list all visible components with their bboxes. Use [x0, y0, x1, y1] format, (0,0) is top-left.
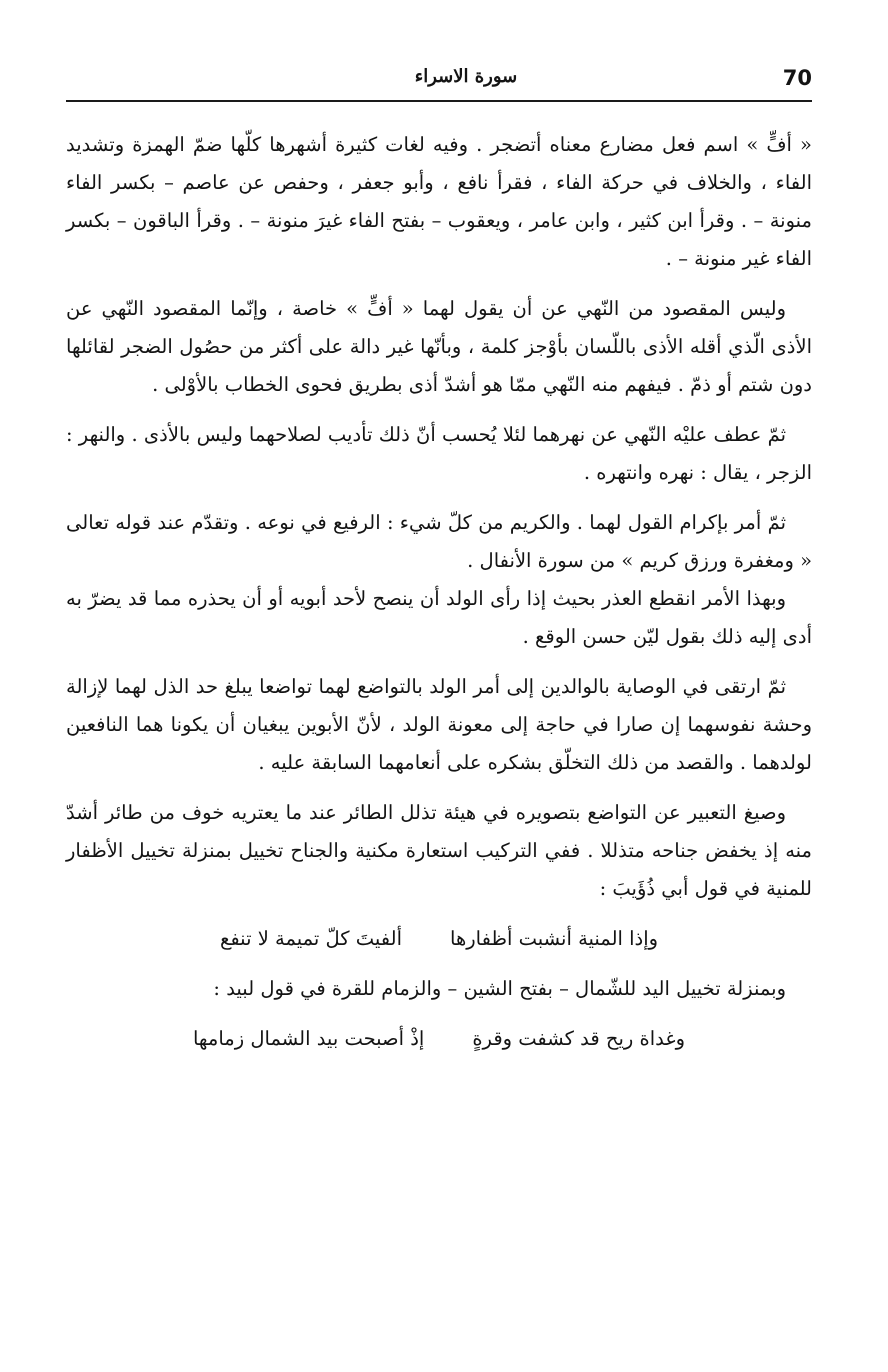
paragraph-humility: ثمّ ارتقى في الوصاية بالوالدين إلى أمر الولد بالتواضع لهما تواضعا يبلغ حد الذل لهما لإزالة وحشة نفوسهما إن صارا في حاجة إلى معونة الولد ، لأنّ الأبوين يبغيان أن يكونا هما النافعين لولدهما . والقصد من ذلك التخلّق بشكره على أنعامهما السابقة عليه .	[66, 675, 812, 774]
page-number: 70	[782, 66, 812, 90]
paragraph-rebuke: ثمّ عطف عليْه النّهي عن نهرهما لئلا يُحسب أنّ ذلك تأديب لصلاحهما وليس بالأذى . والنهر : الزجر ، يقال : نهره وانتهره .	[66, 423, 812, 484]
page-header	[66, 64, 812, 102]
paragraph-honorable-speech: ثمّ أمر بإكرام القول لهما . والكريم من كلّ شيء : الرفيع في نوعه . وتقدّم عند قوله تعالى « ومغفرة ورزق كريم » من سورة الأنفال .	[66, 511, 812, 572]
verse-hemistich-first: وإذا المنية أنشبت أظفارها	[450, 927, 659, 950]
poetry-verse	[66, 1020, 812, 1058]
paragraph-metaphor: وصيغ التعبير عن التواضع بتصويره في هيئة تذلل الطائر عند ما يعتريه خوف من طائر أشدّ منه إذ يخفض جناحه متذللا . ففي التركيب استعارة مكنية والجناح تخييل بمنزلة تخييل الأظفار للمنية في قول أبي ذُؤَيبَ :	[66, 801, 812, 900]
running-title: سورة الاسراء	[414, 66, 518, 87]
verse-hemistich-second: ألفيتَ كلّ تميمة لا تنفع	[219, 927, 403, 950]
paragraph-uff-definition: « أفٍّ » اسم فعل مضارع معناه أتضجر . وفيه لغات كثيرة أشهرها كلّها ضمّ الهمزة وتشديد الفاء ، والخلاف في حركة الفاء ، فقرأ نافع ، وأبو جعفر ، وحفص عن عاصم – بكسر الفاء منونة – . وقرأ ابن كثير ، وابن عامر ، ويعقوب – بفتح الفاء غيرَ منونة – . وقرأ الباقون – بكسر الفاء غير منونة – .	[66, 133, 812, 270]
verse-hemistich-second: إذْ أصبحت بيد الشمال زمامها	[192, 1027, 425, 1050]
paragraph-prohibition-meaning: وليس المقصود من النّهي عن أن يقول لهما « أفٍّ » خاصة ، وإنّما المقصود النّهي عن الأذى الّذي أقله الأذى باللّسان بأوْجز كلمة ، وبأنّها غير دالة على أكثر من حصُول الضجر لقائلها دون شتم أو ذمّ . فيفهم منه النّهي ممّا هو أشدّ أذى بطريق فحوى الخطاب بالأوْلى .	[66, 297, 812, 396]
body-text	[66, 126, 812, 1070]
verse-hemistich-first: وغداة ريح قد كشفت وقرةٍ	[472, 1027, 686, 1050]
poetry-verse	[66, 920, 812, 958]
paragraph-advice: وبهذا الأمر انقطع العذر بحيث إذا رأى الولد أن ينصح لأحد أبويه أو أن يحذره مما قد يضرّ به أدى إليه ذلك بقول ليّن حسن الوقع .	[66, 587, 812, 648]
paragraph-left-hand-imagery: وبمنزلة تخييل اليد للشّمال – بفتح الشين – والزمام للقرة في قول لبيد :	[213, 977, 786, 1000]
